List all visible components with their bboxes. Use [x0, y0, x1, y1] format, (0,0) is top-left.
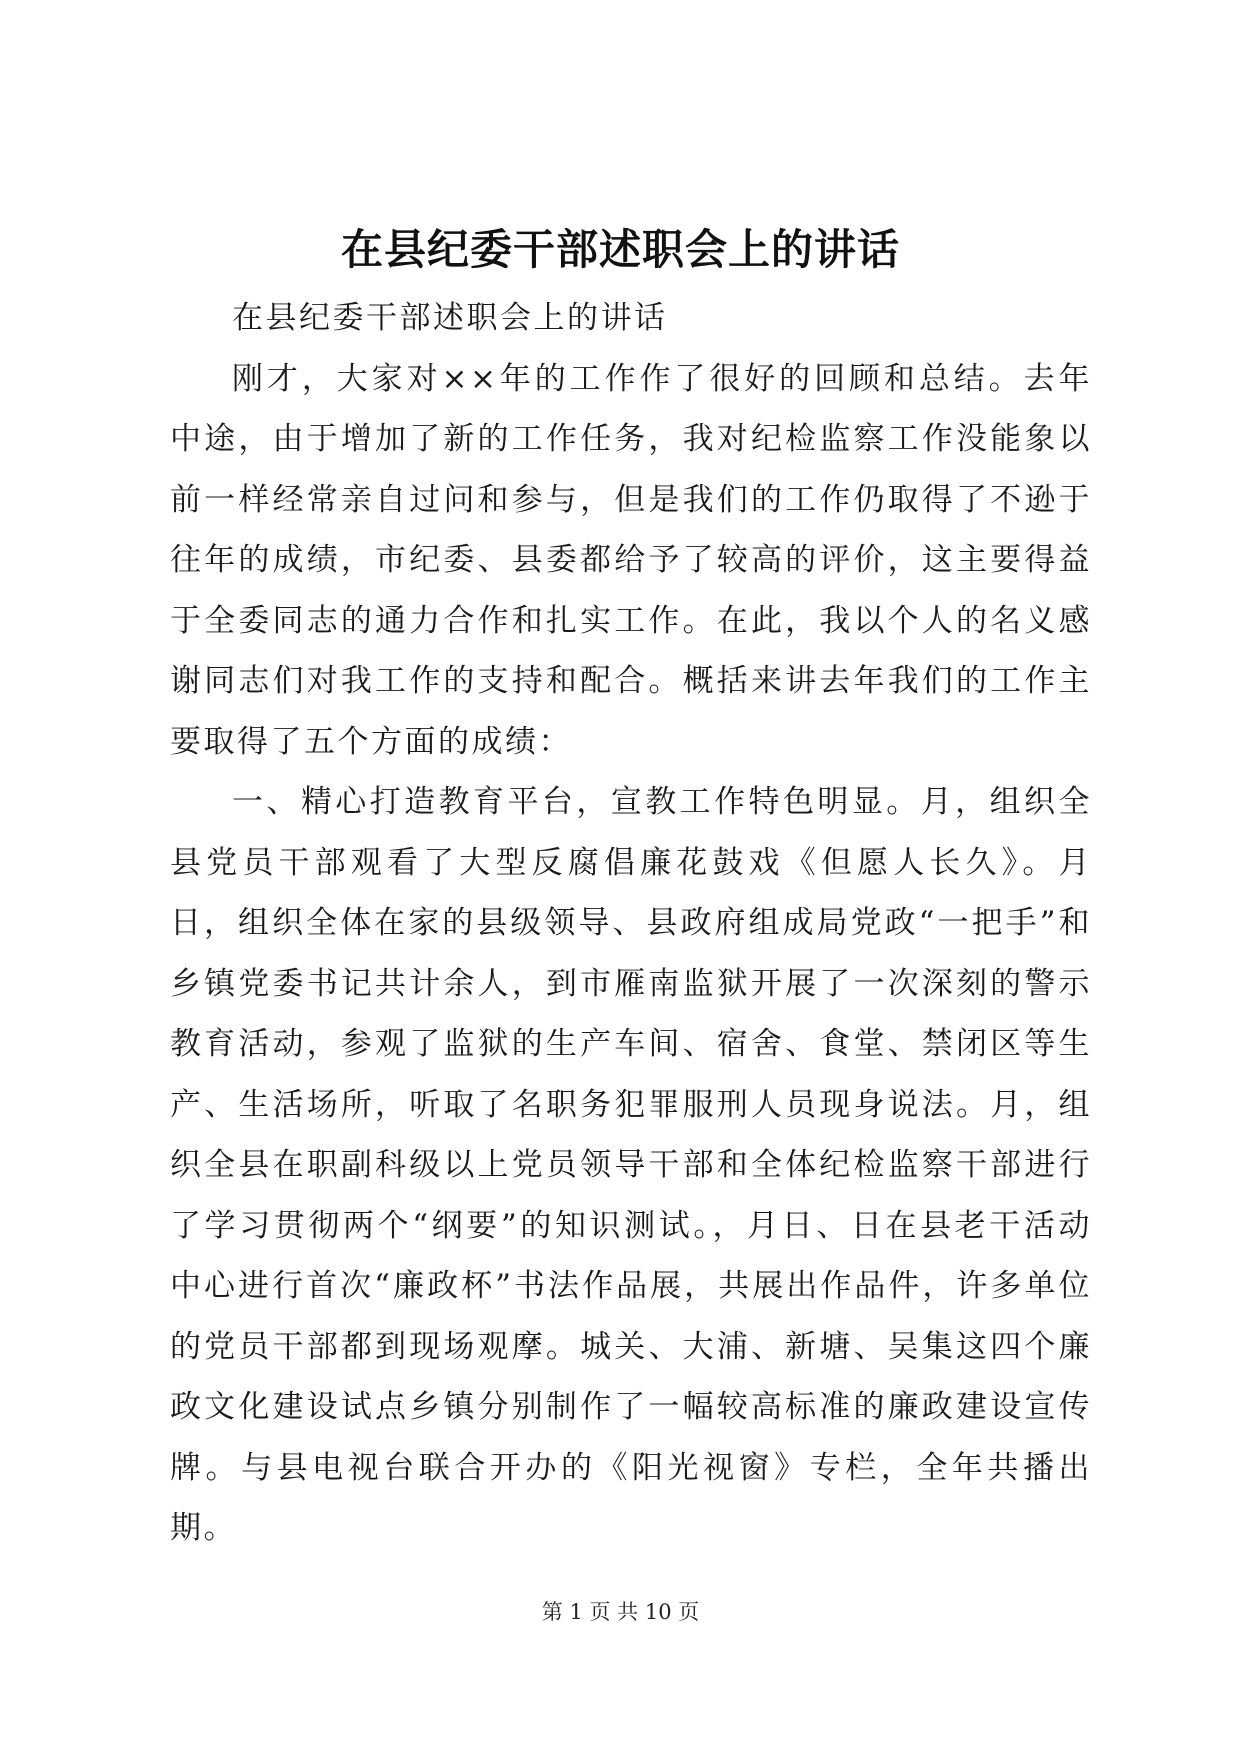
body-paragraph-intro: 刚才，大家对××年的工作作了很好的回顾和总结。去年中途，由于增加了新的工作任务，我对纪检监察工作没能象以前一样经常亲自过问和参与，但是我们的工作仍取得了不逊于往年的成绩，市纪委、县委都给予了较高的评价，这主要得益于全委同志的通力合作和扎实工作。在此，我以个人的名义感谢同志们对我工作的支持和配合。概括来讲去年我们的工作主要取得了五个方面的成绩：	[170, 360, 1092, 760]
document-title: 在县纪委干部述职会上的讲话	[340, 225, 900, 274]
body-paragraph-section-one: 一、精心打造教育平台，宣教工作特色明显。月，组织全县党员干部观看了大型反腐倡廉花鼓戏《但愿人长久》。月日，组织全体在家的县级领导、县政府组成局党政“一把手”和乡镇党委书记共计余人，到市雁南监狱开展了一次深刻的警示教育活动，参观了监狱的生产车间、宿舍、食堂、禁闭区等生产、生活场所，听取了名职务犯罪服刑人员现身说法。月，组织全县在职副科级以上党员领导干部和全体纪检监察干部进行了学习贯彻两个“纲要”的知识测试。，月日、日在县老干活动中心进行首次“廉政杯”书法作品展，共展出作品件，许多单位的党员干部都到现场观摩。城关、大浦、新塘、吴集这四个廉政文化建设试点乡镇分别制作了一幅较高标准的廉政建设宣传牌。与县电视台联合开办的《阳光视窗》专栏，全年共播出期。	[170, 784, 1092, 1546]
body-paragraph-heading: 在县纪委干部述职会上的讲话	[232, 300, 668, 336]
document-body	[170, 288, 1092, 1559]
page-number-footer: 第 1 页 共 10 页	[541, 1600, 700, 1624]
